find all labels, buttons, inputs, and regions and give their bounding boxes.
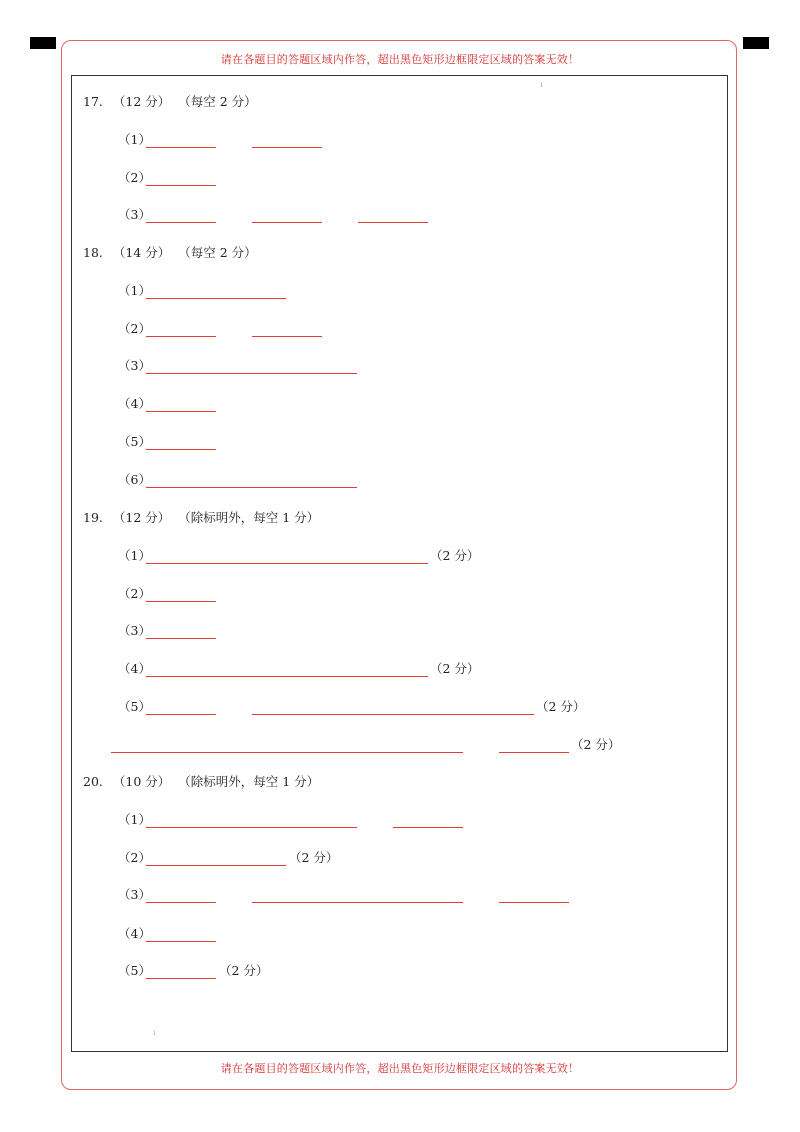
answer-blank[interactable] [146, 978, 216, 979]
question-19-heading [83, 508, 319, 528]
answer-blank[interactable] [146, 185, 216, 186]
answer-blank[interactable] [393, 827, 463, 828]
warning-text-top: 请在各题目的答题区域内作答，超出黑色矩形边框限定区域的答案无效！ [220, 53, 580, 66]
points-note: （2 分） [430, 661, 480, 676]
answer-blank[interactable] [146, 601, 216, 602]
question-note: （每空 2 分） [178, 94, 257, 109]
q17-item-2-label: （2） [118, 170, 151, 185]
q19-item-2-label: （2） [118, 586, 151, 601]
q18-item-3-label: （3） [118, 358, 151, 373]
answer-blank[interactable] [358, 222, 428, 223]
q18-item-6-label: （6） [118, 472, 151, 487]
answer-blank[interactable] [146, 373, 357, 374]
q17-item-1-label: （1） [118, 132, 151, 147]
question-number: 18. [83, 245, 103, 260]
warning-text-bottom: 请在各题目的答题区域内作答，超出黑色矩形边框限定区域的答案无效！ [220, 1062, 580, 1075]
q18-item-2-label: （2） [118, 321, 151, 336]
q20-item-4-label: （4） [118, 926, 151, 941]
q18-item-4-label: （4） [118, 396, 151, 411]
question-number: 20. [83, 774, 103, 789]
answer-blank[interactable] [146, 411, 216, 412]
alignment-marker-left [30, 37, 56, 49]
question-number: 17. [83, 94, 103, 109]
answer-blank[interactable] [146, 827, 357, 828]
answer-blank[interactable] [146, 487, 357, 488]
q18-item-1-label: （1） [118, 283, 151, 298]
answer-blank[interactable] [146, 714, 216, 715]
answer-blank[interactable] [111, 752, 463, 753]
answer-blank[interactable] [252, 222, 322, 223]
q20-item-5-label: （5） [118, 963, 151, 978]
answer-blank[interactable] [252, 714, 534, 715]
question-points: （12 分） [112, 510, 171, 525]
answer-blank[interactable] [499, 902, 569, 903]
answer-blank[interactable] [146, 563, 428, 564]
points-note: （2 分） [219, 963, 269, 978]
answer-blank[interactable] [146, 298, 286, 299]
question-17-heading [83, 92, 257, 112]
answer-blank[interactable] [146, 865, 286, 866]
answer-blank[interactable] [252, 336, 322, 337]
points-note: （2 分） [571, 737, 621, 752]
scan-dot: ı [540, 80, 543, 89]
question-note: （除标明外，每空 1 分） [178, 774, 320, 789]
q20-item-2-label: （2） [118, 850, 151, 865]
q19-item-4-label: （4） [118, 661, 151, 676]
q19-item-3-label: （3） [118, 623, 151, 638]
q19-item-1-label: （1） [118, 548, 151, 563]
answer-blank[interactable] [146, 147, 216, 148]
answer-blank[interactable] [499, 752, 569, 753]
points-note: （2 分） [536, 699, 586, 714]
question-points: （10 分） [112, 774, 171, 789]
q19-item-5-label: （5） [118, 699, 151, 714]
answer-blank[interactable] [146, 638, 216, 639]
question-note: （除标明外，每空 1 分） [178, 510, 320, 525]
question-20-heading [83, 772, 319, 792]
answer-blank[interactable] [252, 902, 463, 903]
question-points: （12 分） [112, 94, 171, 109]
points-note: （2 分） [289, 850, 339, 865]
alignment-marker-right [743, 37, 769, 49]
q20-item-3-label: （3） [118, 887, 151, 902]
question-number: 19. [83, 510, 103, 525]
scan-dot: ı [153, 1028, 156, 1037]
q17-item-3-label: （3） [118, 207, 151, 222]
question-note: （每空 2 分） [178, 245, 257, 260]
question-points: （14 分） [112, 245, 171, 260]
question-18-heading [83, 243, 257, 263]
q20-item-1-label: （1） [118, 812, 151, 827]
answer-blank[interactable] [252, 147, 322, 148]
points-note: （2 分） [430, 548, 480, 563]
q18-item-5-label: （5） [118, 434, 151, 449]
answer-blank[interactable] [146, 902, 216, 903]
answer-blank[interactable] [146, 676, 428, 677]
answer-blank[interactable] [146, 222, 216, 223]
answer-blank[interactable] [146, 449, 216, 450]
answer-blank[interactable] [146, 336, 216, 337]
answer-blank[interactable] [146, 941, 216, 942]
